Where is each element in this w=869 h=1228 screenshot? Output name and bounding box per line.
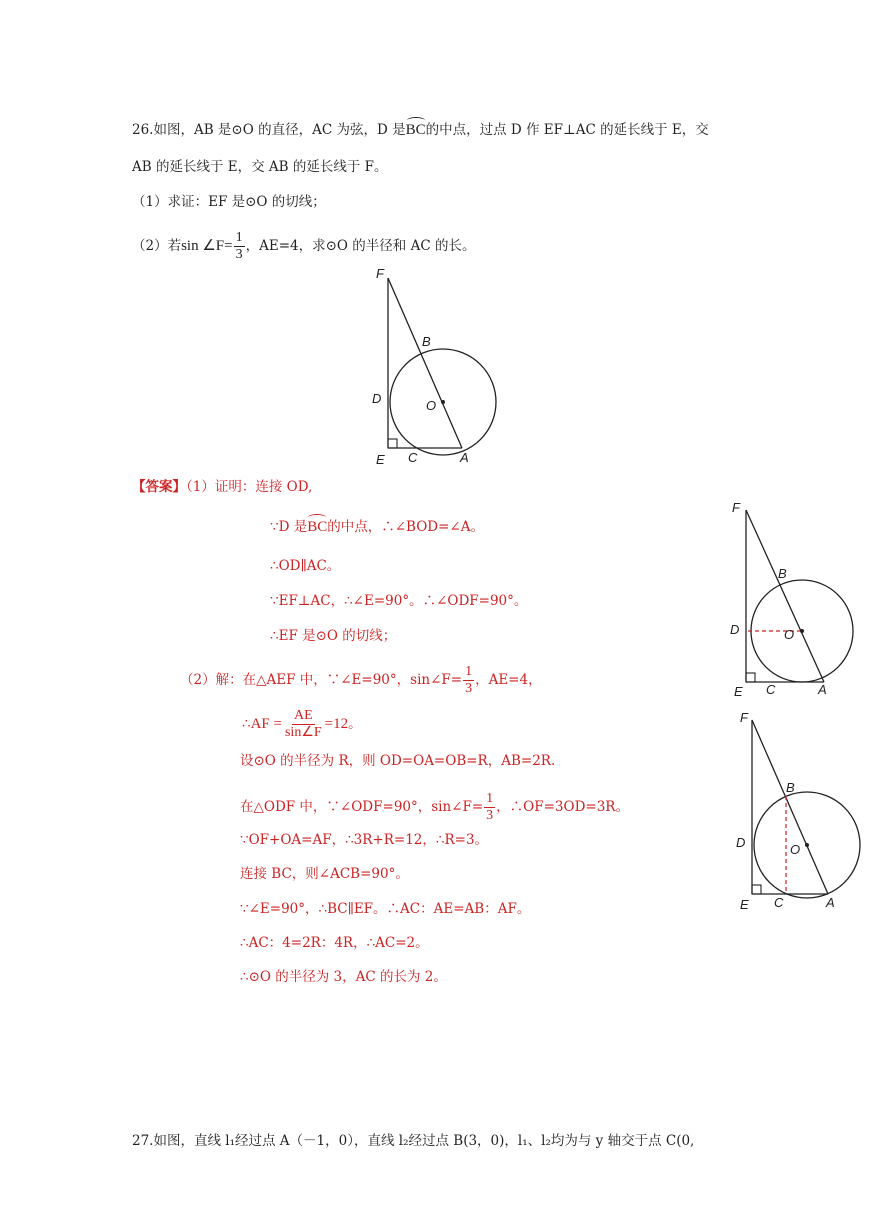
answer-step8: 连接 BC，则∠ACB=90°。 xyxy=(240,866,409,882)
label-e: E xyxy=(376,452,385,467)
q26-part2-pre: （2）若 xyxy=(132,238,182,254)
q26-part1: （1）求证：EF 是⊙O 的切线； xyxy=(132,194,326,210)
q26-line2: AB 的延长线于 E，交 AB 的延长线于 F。 xyxy=(132,159,388,175)
label-f: F xyxy=(732,500,740,515)
label-o: O xyxy=(790,842,801,857)
label-e: E xyxy=(740,897,749,912)
answer-step1: ∵D 是BC的中点，∴∠BOD=∠A。 xyxy=(270,519,484,535)
q26-part2-post: ，AE=4，求⊙O 的半径和 AC 的长。 xyxy=(245,238,476,254)
geometry-figure-main xyxy=(360,262,520,467)
label-c: C xyxy=(408,450,418,465)
answer-step11: ∴⊙O 的半径为 3，AC 的长为 2。 xyxy=(240,969,447,985)
geometry-figure-answer-1 xyxy=(720,496,865,701)
fraction-one-third-answer: $\frac{1}{3}$ xyxy=(465,664,473,696)
geometry-figure-answer-2 xyxy=(720,706,865,916)
fraction-one-third-answer-2: $\frac{1}{3}$ xyxy=(486,791,494,823)
q26-line1-post: 的中点，过点 D 作 EF⊥AC 的延长线于 E，交 xyxy=(425,122,709,138)
answer-step7: ∵OF+OA=AF，∴3R+R=12，∴R=3。 xyxy=(240,832,489,848)
answer-tag: 【答案】 xyxy=(132,479,186,495)
label-d: D xyxy=(730,622,740,637)
answer-step4: ∴EF 是⊙O 的切线； xyxy=(270,628,397,644)
label-c: C xyxy=(774,895,784,910)
label-d: D xyxy=(736,835,746,850)
answer-af-equation: ∴AF = $\frac{AE}{\sin\angle F}$ =12。 xyxy=(242,708,362,740)
label-f: F xyxy=(740,710,748,725)
answer-step6: 在△ODF 中，∵∠ODF=90°，sin∠F= $\frac{1}{3}$ ，∴OF=3OD=3R。 xyxy=(240,791,629,823)
label-b: B xyxy=(778,566,787,581)
answer-step2: ∴OD∥AC。 xyxy=(270,558,341,574)
answer-step9: ∵∠E=90°，∴BC∥EF。∴AC：AE=AB：AF。 xyxy=(240,901,531,917)
fraction-ae-over-sin-f: $\frac{AE}{\sin\angle F}$ xyxy=(284,708,322,740)
label-e: E xyxy=(734,684,743,699)
label-b: B xyxy=(786,780,795,795)
answer-part1-start: 【答案】（1）证明：连接 OD, xyxy=(132,479,313,495)
answer-part2-start: （2）解：在△AEF 中，∵∠E=90°，sin∠F= $\frac{1}{3}$ ，AE=4， xyxy=(180,664,542,696)
answer-step3: ∵EF⊥AC，∴∠E=90°。∴∠ODF=90°。 xyxy=(270,593,528,609)
label-o: O xyxy=(426,398,437,413)
label-d: D xyxy=(372,391,382,406)
fraction-one-third: $\frac{1}{3}$ xyxy=(235,230,243,262)
answer-step5: 设⊙O 的半径为 R，则 OD=OA=OB=R，AB=2R. xyxy=(240,753,556,769)
q26-part2-sin: sin ∠F= xyxy=(181,238,233,254)
q27-line1: 27.如图，直线 l₁经过点 A（－1，0），直线 l₂经过点 B(3，0)，l₁、l₂均为与 y 轴交于点 C(0, xyxy=(132,1133,695,1149)
q26-part2 xyxy=(132,230,475,263)
q26-line1-pre: 26.如图，AB 是⊙O 的直径，AC 为弦，D 是 xyxy=(132,122,406,138)
label-c: C xyxy=(766,682,776,697)
label-a: A xyxy=(460,450,469,465)
label-a: A xyxy=(826,895,835,910)
label-o: O xyxy=(784,627,795,642)
label-f: F xyxy=(376,266,384,281)
label-b: B xyxy=(422,334,431,349)
arc-bc-label-answer: BC xyxy=(307,519,328,535)
label-a: A xyxy=(818,682,827,697)
q26-line1 xyxy=(132,121,709,139)
answer-step10: ∴AC：4=2R：4R，∴AC=2。 xyxy=(240,935,429,951)
arc-bc-label: BC xyxy=(405,122,426,138)
